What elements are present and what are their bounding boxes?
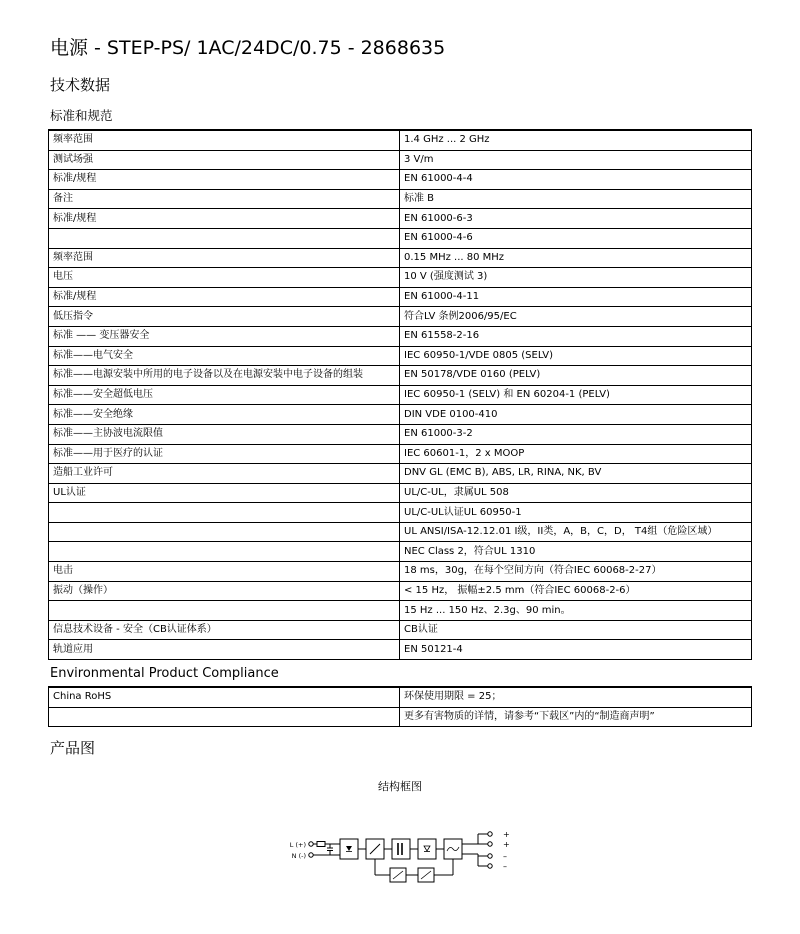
spec-value-cell: 18 ms，30g，在每个空间方向（符合IEC 60068-2-27） [400,562,752,582]
output-label-1: + [503,830,510,839]
spec-value-cell: IEC 60950-1 (SELV) 和 EN 60204-1 (PELV) [400,385,752,405]
page-title: 电源 - STEP-PS/ 1AC/24DC/0.75 - 2868635 [50,37,446,59]
spec-value-cell: IEC 60950-1/VDE 0805 (SELV) [400,346,752,366]
table-row [49,424,752,444]
spec-label-cell [49,707,400,727]
input-label-n: N (-) [291,852,306,860]
table-row [49,522,752,542]
table-row [49,581,752,601]
environmental-table [48,686,752,727]
spec-value-cell: EN 61000-4-6 [400,228,752,248]
spec-label-cell: 标准——主协波电流限值 [49,424,400,444]
spec-value-cell: < 15 Hz， 振幅±2.5 mm（符合IEC 60068-2-6） [400,581,752,601]
spec-value-cell: NEC Class 2，符合UL 1310 [400,542,752,562]
table-row [49,268,752,288]
spec-value-cell: UL ANSI/ISA-12.12.01 I级，II类，A，B，C，D， T4组（危险区域） [400,522,752,542]
spec-value-cell: DIN VDE 0100-410 [400,405,752,425]
spec-label-cell: 标准——安全绝缘 [49,405,400,425]
spec-value-cell: IEC 60601-1，2 x MOOP [400,444,752,464]
output-label-2: + [503,840,510,849]
spec-label-cell: 轨道应用 [49,640,400,660]
spec-label-cell: 造船工业许可 [49,464,400,484]
table-row [49,640,752,660]
output-label-3: – [503,852,507,861]
spec-value-cell: EN 61000-4-4 [400,170,752,190]
spec-label-cell: 振动（操作） [49,581,400,601]
output-terminal-1 [488,832,492,836]
spec-label-cell: 标准 —— 变压器安全 [49,326,400,346]
output-label-4: – [503,862,507,871]
spec-label-cell: 电压 [49,268,400,288]
spec-label-cell [49,503,400,523]
table-row [49,150,752,170]
spec-value-cell: 1.4 GHz ... 2 GHz [400,130,752,150]
spec-label-cell: 低压指令 [49,307,400,327]
block-diagram-caption: 结构框图 [378,780,422,793]
spec-value-cell: 标准 B [400,189,752,209]
fuse-symbol [317,842,325,847]
spec-value-cell: 0.15 MHz ... 80 MHz [400,248,752,268]
spec-label-cell: 标准——安全超低电压 [49,385,400,405]
spec-value-cell: EN 61558-2-16 [400,326,752,346]
product-images-heading: 产品图 [50,739,96,757]
standards-table [48,129,752,660]
table-row [49,189,752,209]
table-row [49,170,752,190]
subsection-heading-standards: 标准和规范 [50,108,113,123]
spec-label-cell: 测试场强 [49,150,400,170]
spec-label-cell: 备注 [49,189,400,209]
spec-value-cell: EN 50121-4 [400,640,752,660]
spec-label-cell [49,522,400,542]
table-row [49,248,752,268]
spec-value-cell: 10 V (强度测试 3) [400,268,752,288]
spec-value-cell: EN 61000-4-11 [400,287,752,307]
spec-label-cell: 标准——用于医疗的认证 [49,444,400,464]
spec-label-cell: 频率范围 [49,248,400,268]
table-row [49,228,752,248]
spec-label-cell: 标准/规程 [49,170,400,190]
spec-label-cell: 标准——电源安装中所用的电子设备以及在电源安装中电子设备的组装 [49,366,400,386]
table-row [49,287,752,307]
table-row [49,707,752,727]
spec-label-cell: 标准——电气安全 [49,346,400,366]
section-heading-technical-data: 技术数据 [50,76,111,94]
table-row [49,405,752,425]
table-row [49,464,752,484]
output-rectifier-block [418,839,436,859]
spec-value-cell: DNV GL (EMC B), ABS, LR, RINA, NK, BV [400,464,752,484]
spec-value-cell: 更多有害物质的详情，请参考“下载区”内的“制造商声明” [400,707,752,727]
output-terminal-3 [488,854,492,858]
input-terminal-n [309,853,313,857]
table-row [49,346,752,366]
table-row [49,444,752,464]
table-row [49,601,752,621]
table-row [49,307,752,327]
table-row [49,366,752,386]
spec-label-cell: 电击 [49,562,400,582]
spec-value-cell: 15 Hz ... 150 Hz、2.3g、90 min。 [400,601,752,621]
table-row [49,385,752,405]
spec-value-cell: 环保使用期限 = 25； [400,687,752,707]
input-terminal-l [309,842,313,846]
spec-label-cell: 信息技术设备 - 安全（CB认证体系） [49,620,400,640]
spec-value-cell: EN 50178/VDE 0160 (PELV) [400,366,752,386]
output-terminal-2 [488,842,492,846]
spec-value-cell: CB认证 [400,620,752,640]
table-row [49,542,752,562]
spec-label-cell: 标准/规程 [49,209,400,229]
spec-value-cell: UL/C-UL，隶属UL 508 [400,483,752,503]
spec-value-cell: 3 V/m [400,150,752,170]
spec-label-cell [49,601,400,621]
spec-label-cell: 标准/规程 [49,287,400,307]
spec-value-cell: 符合LV 条例2006/95/EC [400,307,752,327]
input-label-l: L (+) [289,841,306,849]
spec-label-cell [49,228,400,248]
output-terminal-4 [488,864,492,868]
spec-value-cell: UL/C-UL认证UL 60950-1 [400,503,752,523]
block-diagram [280,822,530,886]
spec-label-cell: UL认证 [49,483,400,503]
table-row [49,620,752,640]
spec-value-cell: EN 61000-3-2 [400,424,752,444]
spec-label-cell: China RoHS [49,687,400,707]
table-row [49,483,752,503]
table-row [49,503,752,523]
spec-value-cell: EN 61000-6-3 [400,209,752,229]
transformer-block [392,839,410,859]
table-row [49,130,752,150]
spec-label-cell: 频率范围 [49,130,400,150]
table-row [49,326,752,346]
table-row [49,562,752,582]
spec-label-cell [49,542,400,562]
table-row [49,687,752,707]
environmental-heading: Environmental Product Compliance [50,666,279,681]
table-row [49,209,752,229]
